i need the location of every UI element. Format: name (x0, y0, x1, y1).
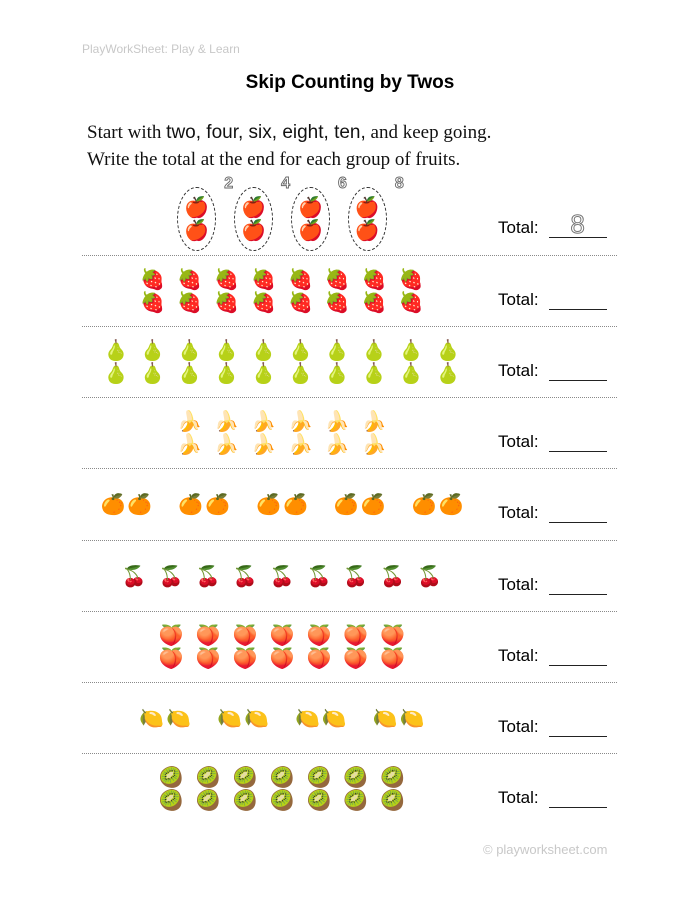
peach-icon: 🍑 (380, 646, 406, 670)
kiwi-pair (343, 766, 368, 812)
kiwi-icon: 🥝 (306, 765, 332, 789)
peach-icon: 🍑 (232, 646, 258, 670)
peach-icon: 🍑 (232, 623, 258, 647)
pear-icon: 🍐 (251, 361, 276, 385)
cherry-pair (343, 565, 368, 588)
kiwi-icon: 🥝 (380, 765, 406, 789)
lemon-icon: 🍋 (139, 705, 165, 730)
page-title: Skip Counting by Twos (245, 72, 455, 93)
kiwi-pair (233, 766, 258, 812)
pear-icon: 🍐 (288, 361, 313, 385)
answer-blank[interactable] (549, 789, 607, 808)
pear-icon: 🍐 (103, 338, 129, 362)
pear-icon: 🍐 (251, 338, 276, 362)
lemon-pair (138, 707, 192, 730)
kiwi-icon: 🥝 (195, 765, 221, 789)
pear-pair (362, 339, 387, 385)
pear-pair (399, 339, 424, 385)
banana-icon: 🍌 (361, 409, 387, 433)
orange-pair (99, 493, 153, 516)
strawberry-icon: 🍓 (398, 290, 424, 314)
instruction-line-2: Write the total at the end for each group of fruits. (87, 149, 461, 170)
apple-icon: 🍎 (241, 218, 266, 242)
total-label: Total: (498, 788, 539, 807)
pear-icon: 🍐 (177, 338, 203, 362)
peach-pair (380, 624, 405, 670)
kiwi-icon: 🥝 (158, 788, 184, 812)
pear-icon: 🍐 (435, 338, 461, 362)
peach-pair (159, 624, 184, 670)
strawberry-icon: 🍓 (324, 267, 350, 291)
instruction-prefix: Start with (87, 122, 167, 143)
kiwi-icon: 🥝 (232, 788, 258, 812)
banana-pair (288, 410, 313, 456)
kiwi-icon: 🥝 (343, 788, 369, 812)
total-label: Total: (498, 218, 539, 237)
total-field (498, 327, 607, 397)
pear-icon: 🍐 (214, 361, 240, 385)
row-divider (82, 255, 617, 256)
cherry-icon: 🍒 (195, 563, 221, 588)
cherry-pair (196, 565, 221, 588)
kiwi-icon: 🥝 (343, 765, 369, 789)
orange-icon: 🍊 (438, 491, 464, 516)
cherry-pair (159, 565, 184, 588)
strawberry-icon: 🍓 (177, 290, 203, 314)
kiwi-icon: 🥝 (306, 788, 332, 812)
banana-icon: 🍌 (324, 432, 350, 456)
pear-icon: 🍐 (177, 361, 203, 385)
answer-blank[interactable] (549, 208, 607, 239)
kiwi-icon: 🥝 (269, 765, 295, 789)
strawberry-pair (325, 268, 350, 314)
peach-icon: 🍑 (158, 646, 184, 670)
kiwi-icon: 🥝 (380, 788, 406, 812)
pear-icon: 🍐 (435, 361, 461, 385)
strawberry-icon: 🍓 (361, 267, 387, 291)
kiwi-icon: 🥝 (269, 788, 295, 812)
pear-icon: 🍐 (398, 361, 424, 385)
fruit-group-orange (82, 469, 482, 539)
kiwi-icon: 🥝 (195, 788, 221, 812)
strawberry-icon: 🍓 (288, 267, 313, 291)
pear-icon: 🍐 (361, 361, 387, 385)
cherry-pair (233, 565, 258, 588)
orange-icon: 🍊 (411, 491, 437, 516)
lemon-icon: 🍋 (166, 705, 192, 730)
kiwi-icon: 🥝 (158, 765, 184, 789)
strawberry-icon: 🍓 (214, 290, 240, 314)
orange-icon: 🍊 (178, 491, 204, 516)
fruit-group-strawberry (82, 256, 482, 326)
apple-pair (177, 175, 234, 251)
strawberry-icon: 🍓 (251, 267, 276, 291)
total-label: Total: (498, 432, 539, 451)
fruit-group-peach (82, 612, 482, 682)
strawberry-pair (177, 268, 202, 314)
strawberry-pair (362, 268, 387, 314)
banana-icon: 🍌 (251, 409, 276, 433)
apple-pair (234, 175, 290, 251)
kiwi-icon: 🥝 (232, 765, 258, 789)
banana-pair (251, 410, 276, 456)
pear-pair (103, 339, 128, 385)
apple-icon: 🍎 (354, 195, 380, 219)
cherry-pair (122, 565, 147, 588)
answer-blank[interactable] (549, 362, 607, 381)
cherry-icon: 🍒 (158, 563, 184, 588)
orange-pair (177, 493, 231, 516)
pear-icon: 🍐 (140, 361, 166, 385)
orange-icon: 🍊 (360, 491, 386, 516)
answer-blank[interactable] (549, 433, 607, 452)
total-label: Total: (498, 646, 539, 665)
peach-icon: 🍑 (343, 646, 369, 670)
orange-icon: 🍊 (205, 491, 231, 516)
peach-icon: 🍑 (158, 623, 184, 647)
fruit-group-pear (82, 327, 482, 397)
cherry-icon: 🍒 (269, 563, 295, 588)
cherry-pair (380, 565, 405, 588)
total-label: Total: (498, 361, 539, 380)
strawberry-icon: 🍓 (288, 290, 313, 314)
answer-blank[interactable] (549, 647, 607, 666)
apple-pair (348, 175, 404, 251)
total-label: Total: (498, 290, 539, 309)
skip-count-label: 4 (281, 175, 290, 192)
instruction-suffix: and keep going. (365, 122, 492, 143)
strawberry-pair (214, 268, 239, 314)
pear-icon: 🍐 (140, 338, 166, 362)
kiwi-pair (380, 766, 405, 812)
peach-pair (270, 624, 295, 670)
fruit-group-kiwi (82, 754, 482, 824)
apple-icon: 🍎 (354, 218, 380, 242)
pear-pair (140, 339, 165, 385)
pear-icon: 🍐 (214, 338, 240, 362)
kiwi-pair (159, 766, 184, 812)
apple-icon: 🍎 (298, 195, 323, 219)
banana-pair (214, 410, 239, 456)
peach-pair (343, 624, 368, 670)
pear-pair (177, 339, 202, 385)
peach-icon: 🍑 (343, 623, 369, 647)
cherry-icon: 🍒 (417, 563, 443, 588)
total-field (498, 541, 607, 611)
total-field (498, 612, 607, 682)
row-divider (82, 326, 617, 327)
apple-icon: 🍎 (184, 195, 210, 219)
orange-icon: 🍊 (283, 491, 308, 516)
banana-pair (325, 410, 350, 456)
pear-pair (436, 339, 461, 385)
peach-icon: 🍑 (269, 646, 295, 670)
peach-icon: 🍑 (380, 623, 406, 647)
pear-pair (288, 339, 313, 385)
fruit-row-lemon (82, 683, 617, 753)
skip-count-label: 6 (338, 175, 347, 192)
pear-pair (214, 339, 239, 385)
answer-blank[interactable] (549, 576, 607, 595)
strawberry-pair (288, 268, 313, 314)
total-label: Total: (498, 575, 539, 594)
peach-icon: 🍑 (269, 623, 295, 647)
peach-icon: 🍑 (306, 623, 332, 647)
pear-pair (251, 339, 276, 385)
peach-icon: 🍑 (195, 646, 221, 670)
orange-icon: 🍊 (100, 491, 126, 516)
total-label: Total: (498, 503, 539, 522)
strawberry-icon: 🍓 (398, 267, 424, 291)
peach-pair (233, 624, 258, 670)
fruit-row-peach (82, 612, 617, 682)
copyright-footer: © playworksheet.com (483, 842, 608, 857)
apple-pair (291, 175, 347, 251)
fruit-group-banana (82, 398, 482, 468)
answer-blank[interactable] (549, 504, 607, 523)
kiwi-pair (306, 766, 331, 812)
lemon-pair (294, 707, 348, 730)
apple-icon: 🍎 (298, 218, 323, 242)
row-divider (82, 753, 617, 754)
pear-icon: 🍐 (324, 338, 350, 362)
cherry-pair (270, 565, 295, 588)
pear-icon: 🍐 (288, 338, 313, 362)
total-field (498, 469, 607, 539)
fruit-row-cherry (82, 541, 617, 611)
row-divider (82, 611, 617, 612)
skip-count-label: 8 (394, 175, 404, 192)
peach-icon: 🍑 (306, 646, 332, 670)
instruction-numbers: two, four, six, eight, ten, (166, 122, 366, 143)
peach-pair (196, 624, 221, 670)
apple-icon: 🍎 (184, 218, 210, 242)
banana-icon: 🍌 (324, 409, 350, 433)
fruit-row-orange (82, 469, 617, 539)
fruit-group-cherry (82, 541, 482, 611)
orange-pair (333, 493, 387, 516)
strawberry-icon: 🍓 (140, 290, 166, 314)
strawberry-icon: 🍓 (361, 290, 387, 314)
cherry-pair (306, 565, 331, 588)
lemon-icon: 🍋 (217, 705, 243, 730)
orange-pair (255, 493, 309, 516)
total-field (498, 683, 607, 753)
lemon-icon: 🍋 (399, 705, 425, 730)
cherry-icon: 🍒 (306, 563, 332, 588)
total-label: Total: (498, 717, 539, 736)
orange-icon: 🍊 (127, 491, 153, 516)
banana-icon: 🍌 (288, 432, 313, 456)
orange-icon: 🍊 (333, 491, 359, 516)
total-field (498, 754, 607, 824)
lemon-icon: 🍋 (244, 705, 269, 730)
cherry-icon: 🍒 (121, 563, 147, 588)
fruit-group-apple (82, 175, 482, 254)
skip-count-label: 2 (224, 175, 234, 192)
pear-icon: 🍐 (103, 361, 129, 385)
fruit-row-strawberry (82, 256, 617, 326)
banana-icon: 🍌 (214, 409, 240, 433)
strawberry-icon: 🍓 (214, 267, 240, 291)
banana-pair (362, 410, 387, 456)
peach-icon: 🍑 (195, 623, 221, 647)
instruction-line-1 (87, 122, 491, 144)
fruit-row-kiwi (82, 754, 617, 824)
strawberry-icon: 🍓 (324, 290, 350, 314)
total-field (498, 184, 607, 254)
fruit-row-pear (82, 327, 617, 397)
cherry-icon: 🍒 (232, 563, 258, 588)
row-divider (82, 540, 617, 541)
peach-pair (306, 624, 331, 670)
banana-icon: 🍌 (251, 432, 276, 456)
total-field (498, 398, 607, 468)
total-field (498, 256, 607, 326)
cherry-icon: 🍒 (380, 563, 406, 588)
lemon-pair (372, 707, 426, 730)
brand-header: PlayWorkSheet: Play & Learn (82, 42, 240, 56)
strawberry-pair (140, 268, 165, 314)
fruit-row-banana (82, 398, 617, 468)
lemon-icon: 🍋 (295, 705, 320, 730)
kiwi-pair (270, 766, 295, 812)
answer-blank[interactable] (549, 291, 607, 310)
cherry-icon: 🍒 (343, 563, 369, 588)
fruit-row-apple (82, 175, 617, 254)
apple-icon: 🍎 (241, 195, 266, 219)
row-divider (82, 468, 617, 469)
pear-pair (325, 339, 350, 385)
orange-icon: 🍊 (256, 491, 281, 516)
strawberry-pair (399, 268, 424, 314)
pear-icon: 🍐 (361, 338, 387, 362)
row-divider (82, 397, 617, 398)
banana-icon: 🍌 (361, 432, 387, 456)
strawberry-icon: 🍓 (140, 267, 166, 291)
lemon-icon: 🍋 (372, 705, 398, 730)
lemon-pair (216, 707, 270, 730)
banana-icon: 🍌 (177, 432, 203, 456)
banana-pair (177, 410, 202, 456)
strawberry-pair (251, 268, 276, 314)
strawberry-icon: 🍓 (177, 267, 203, 291)
banana-icon: 🍌 (177, 409, 203, 433)
kiwi-pair (196, 766, 221, 812)
answer-value: 8 (570, 208, 585, 239)
answer-blank[interactable] (549, 718, 607, 737)
orange-pair (411, 493, 465, 516)
strawberry-icon: 🍓 (251, 290, 276, 314)
lemon-icon: 🍋 (321, 705, 347, 730)
pear-icon: 🍐 (398, 338, 424, 362)
banana-icon: 🍌 (214, 432, 240, 456)
pear-icon: 🍐 (324, 361, 350, 385)
fruit-group-lemon (82, 683, 482, 753)
banana-icon: 🍌 (288, 409, 313, 433)
cherry-pair (417, 565, 442, 588)
row-divider (82, 682, 617, 683)
